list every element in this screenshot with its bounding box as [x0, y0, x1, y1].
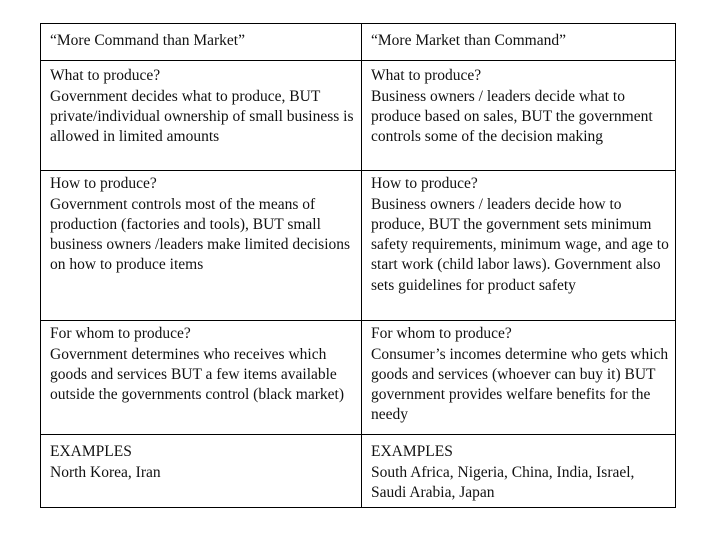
cell-text: Government controls most of the means of production (factories and tools), BUT small business owners /leaders make limited decisions on how to produce items	[50, 195, 351, 274]
cell-command-examples	[41, 435, 362, 508]
cell-text: Business owners / leaders decide what to produce based on sales, BUT the government controls some of the decision making	[371, 87, 653, 146]
header-command-cell: “More Command than Market”	[41, 24, 362, 61]
cell-text: South Africa, Nigeria, China, India, Israel, Saudi Arabia, Japan	[371, 463, 635, 501]
question-label: How to produce?	[371, 175, 478, 193]
table-row-what	[41, 61, 676, 171]
question-label: What to produce?	[371, 67, 482, 85]
question-label: For whom to produce?	[371, 325, 512, 343]
cell-text: Business owners / leaders decide how to produce, BUT the government sets minimum safety requirements, minimum wage, and age to start work (child labor laws). Government also sets guidelines for product safety	[371, 195, 669, 294]
question-label: What to produce?	[50, 67, 161, 85]
table-row-how	[41, 171, 676, 321]
table-row-for-whom	[41, 321, 676, 435]
header-row	[41, 24, 676, 61]
cell-command-what	[41, 61, 362, 171]
examples-label: EXAMPLES	[371, 443, 453, 461]
question-label: For whom to produce?	[50, 325, 191, 343]
economic-systems-table	[40, 23, 676, 508]
cell-command-how	[41, 171, 362, 321]
cell-text: Consumer’s incomes determine who gets which goods and services (whoever can buy it) BUT government provides welfare benefits for the needy	[371, 345, 669, 424]
question-label: How to produce?	[50, 175, 157, 193]
cell-market-how	[362, 171, 676, 321]
cell-market-for-whom	[362, 321, 676, 435]
table-row-examples	[41, 435, 676, 508]
cell-market-what	[362, 61, 676, 171]
header-market-cell: “More Market than Command”	[362, 24, 676, 61]
cell-market-examples	[362, 435, 676, 508]
cell-text: Government decides what to produce, BUT private/individual ownership of small business is allowed in limited amounts	[50, 87, 354, 146]
cell-text: North Korea, Iran	[50, 463, 161, 481]
cell-text: Government determines who receives which goods and services BUT a few items available outside the governments control (black market)	[50, 345, 344, 404]
cell-command-for-whom	[41, 321, 362, 435]
examples-label: EXAMPLES	[50, 443, 132, 461]
